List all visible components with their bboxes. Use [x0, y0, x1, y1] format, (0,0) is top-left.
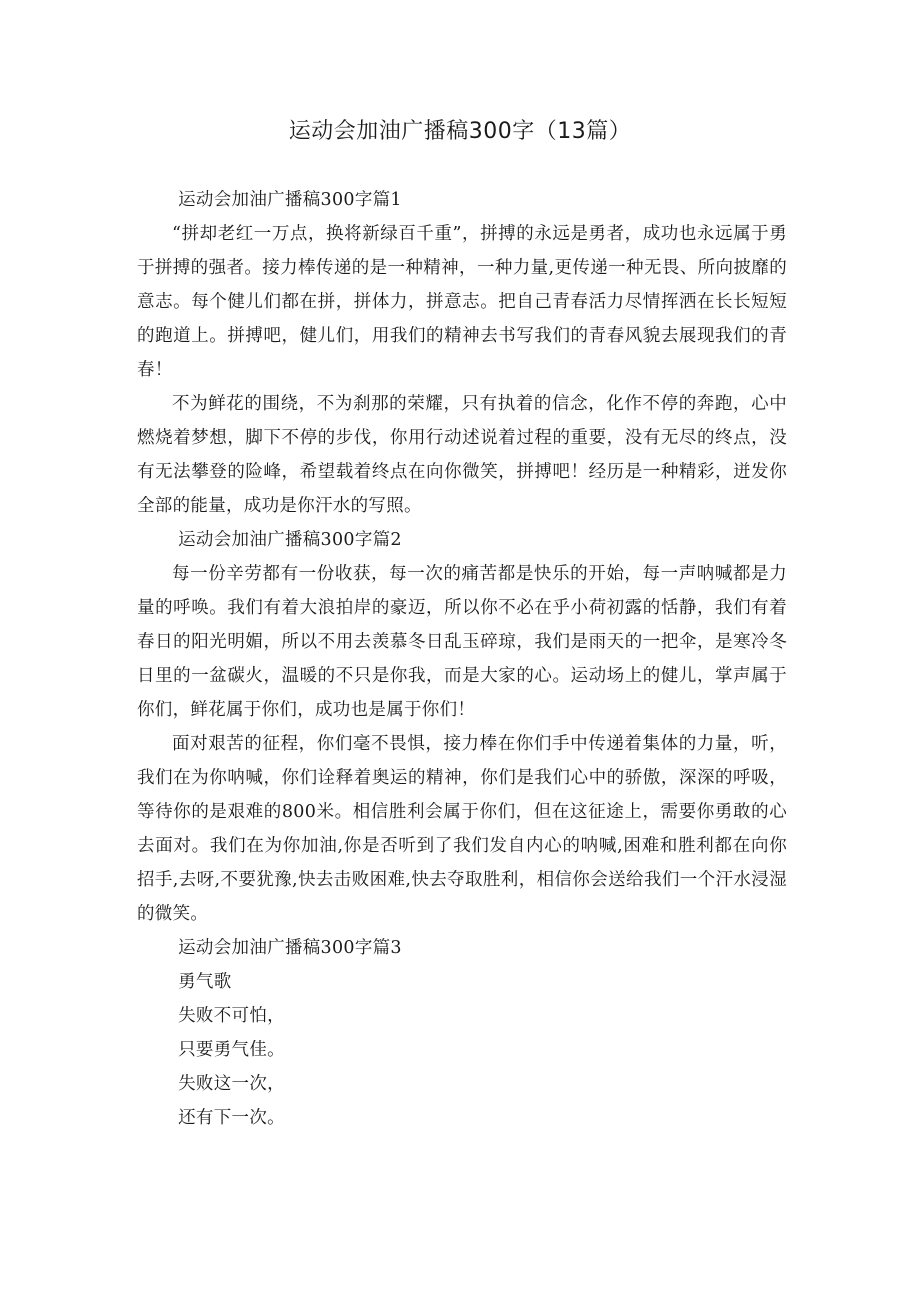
paragraph: 面对艰苦的征程，你们毫不畏惧，接力棒在你们手中传递着集体的力量，听，我们在为你呐喊，你们诠释着奥运的精神，你们是我们心中的骄傲，深深的呼吸，等待你的是艰难的800米。相信胜利会属于你们，但在这征途上，需要你勇敢的心去面对。我们在为你加油,你是否听到了我们发自内心的呐喊,困难和胜利都在向你招手,去呀,不要犹豫,快去击败困难,快去夺取胜利，相信你会送给我们一个汗水浸湿的微笑。	[137, 734, 787, 924]
section-heading: 运动会加油广播稿300字篇2	[178, 530, 402, 550]
document-title: 运动会加油广播稿300字（13篇）	[288, 119, 632, 144]
paragraph: 每一份辛劳都有一份收获，每一次的痛苦都是快乐的开始，每一声呐喊都是力量的呼唤。我们有着大浪拍岸的豪迈，所以你不必在乎小荷初露的恬静，我们有着春日的阳光明媚，所以不用去羡慕冬日乱玉碎琼，我们是雨天的一把伞，是寒冷冬日里的一盆碳火，温暖的不只是你我，而是大家的心。运动场上的健儿，掌声属于你们，鲜花属于你们，成功也是属于你们！	[137, 564, 787, 720]
document-body	[137, 183, 787, 1135]
poem-line: 还有下一次。	[178, 1108, 285, 1128]
poem-line: 失败不可怕，	[178, 1006, 285, 1026]
poem-title: 勇气歌	[178, 972, 232, 992]
section-heading: 运动会加油广播稿300字篇1	[178, 190, 402, 210]
section-heading: 运动会加油广播稿300字篇3	[178, 938, 402, 958]
poem-line: 只要勇气佳。	[178, 1040, 285, 1060]
paragraph: “拼却老红一万点，换将新绿百千重”，拼搏的永远是勇者，成功也永远属于勇于拼搏的强者。接力棒传递的是一种精神，一种力量,更传递一种无畏、所向披靡的意志。每个健儿们都在拼，拼体力，拼意志。把自己青春活力尽情挥洒在长长短短的跑道上。拼搏吧，健儿们，用我们的精神去书写我们的青春风貌去展现我们的青春！	[137, 224, 787, 380]
paragraph: 不为鲜花的围绕，不为刹那的荣耀，只有执着的信念，化作不停的奔跑，心中燃烧着梦想，脚下不停的步伐，你用行动述说着过程的重要，没有无尽的终点，没有无法攀登的险峰，希望载着终点在向你微笑，拼搏吧！经历是一种精彩，迸发你全部的能量，成功是你汗水的写照。	[137, 394, 787, 516]
poem-line: 失败这一次，	[178, 1074, 285, 1094]
